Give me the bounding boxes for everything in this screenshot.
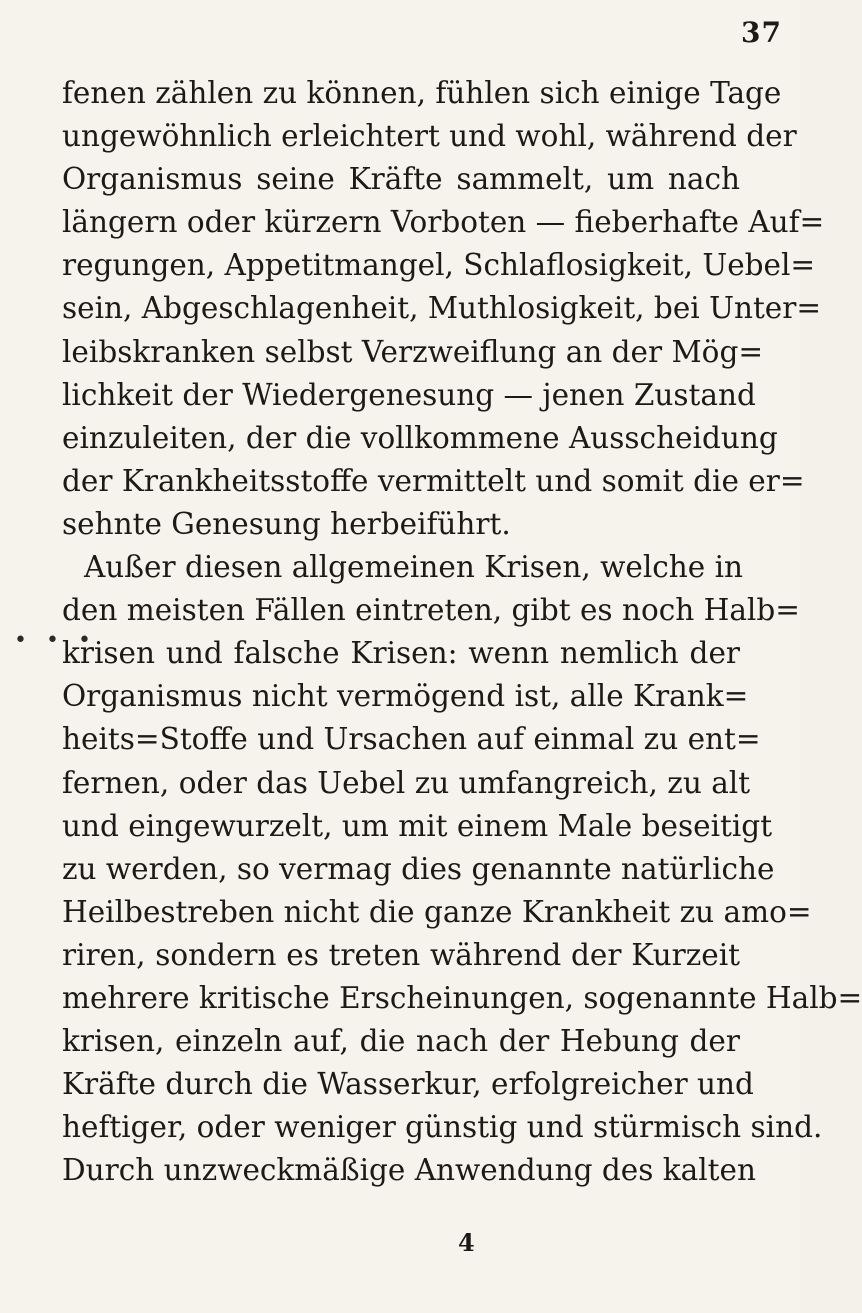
text-line: sein, Abgeschlagenheit, Muthlosigkeit, bei Unter= bbox=[62, 291, 822, 326]
text-line: heits=Stoffe und Ursachen auf einmal zu ent= bbox=[62, 722, 761, 757]
text-line: Organismus nicht vermögend ist, alle Krank= bbox=[62, 679, 749, 714]
text-line: Heilbestreben nicht die ganze Krankheit zu amo= bbox=[62, 894, 812, 929]
text-line: der Krankheitsstoffe vermittelt und somit die er= bbox=[62, 463, 805, 498]
text-line: sehnte Genesung herbeiführt. bbox=[62, 506, 511, 541]
text-line: lichkeit der Wiedergenesung — jenen Zustand bbox=[62, 377, 756, 412]
body-text bbox=[62, 72, 862, 1192]
text-line: Durch unzweckmäßige Anwendung des kalten bbox=[62, 1153, 756, 1188]
text-line: den meisten Fällen eintreten, gibt es noch Halb= bbox=[62, 593, 800, 628]
text-line: zu werden, so vermag dies genannte natürliche bbox=[62, 851, 775, 886]
margin-mark: • • • bbox=[14, 628, 97, 653]
text-line: leibskranken selbst Verzweiflung an der Mög= bbox=[62, 334, 764, 369]
text-line: fenen zählen zu können, fühlen sich einige Tage bbox=[62, 76, 782, 110]
text-line: längern oder kürzern Vorboten — fieberhafte Auf= bbox=[62, 205, 825, 240]
text-line: heftiger, oder weniger günstig und stürmisch sind. bbox=[62, 1110, 823, 1145]
text-line: riren, sondern es treten während der Kurzeit bbox=[62, 937, 740, 972]
text-line: fernen, oder das Uebel zu umfangreich, zu alt bbox=[62, 765, 751, 800]
text-line: regungen, Appetitmangel, Schlaflosigkeit, Uebel= bbox=[62, 248, 816, 283]
text-line: ungewöhnlich erleichtert und wohl, während der bbox=[62, 119, 797, 154]
text-line: Außer diesen allgemeinen Krisen, welche in bbox=[84, 550, 744, 585]
signature-mark: 4 bbox=[458, 1228, 475, 1257]
text-line: krisen, einzeln auf, die nach der Hebung der bbox=[62, 1024, 740, 1059]
text-line: mehrere kritische Erscheinungen, sogenannte Halb= bbox=[62, 980, 862, 1015]
text-line: Organismus seine Kräfte sammelt, um nach bbox=[62, 162, 740, 197]
page-number: 37 bbox=[741, 16, 782, 49]
text-line: und eingewurzelt, um mit einem Male beseitigt bbox=[62, 808, 773, 843]
text-line: Kräfte durch die Wasserkur, erfolgreicher und bbox=[62, 1067, 754, 1102]
text-line: krisen und falsche Krisen: wenn nemlich der bbox=[62, 636, 740, 671]
text-line: einzuleiten, der die vollkommene Ausscheidung bbox=[62, 420, 778, 455]
